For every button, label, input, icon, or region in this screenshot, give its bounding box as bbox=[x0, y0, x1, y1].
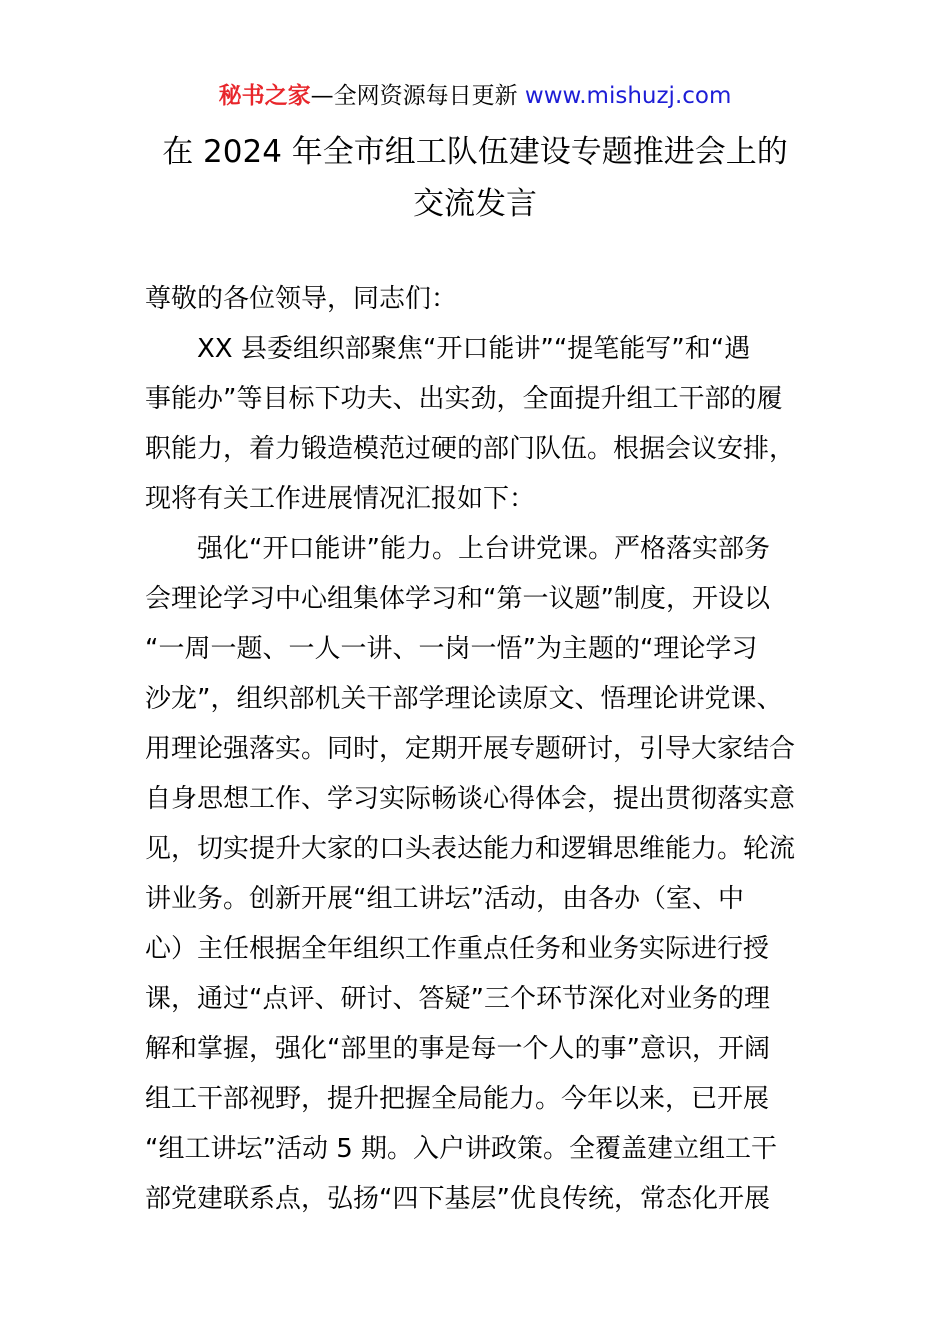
paragraph-line: XX 县委组织部聚焦“开口能讲”“提笔能写”和“遇 bbox=[197, 334, 751, 364]
title-line-2: 交流发言 bbox=[413, 186, 537, 222]
paragraph-line: 解和掌握，强化“部里的事是每一个人的事”意识，开阔 bbox=[145, 1034, 770, 1064]
paragraph-line: 用理论强落实。同时，定期开展专题研讨，引导大家结合 bbox=[145, 734, 796, 764]
title-line-1: 在 2024 年全市组工队伍建设专题推进会上的 bbox=[162, 134, 788, 170]
paragraph-line: 课，通过“点评、研讨、答疑”三个环节深化对业务的理 bbox=[145, 984, 770, 1014]
salutation: 尊敬的各位领导，同志们： bbox=[145, 284, 458, 314]
paragraph-line: 讲业务。创新开展“组工讲坛”活动，由各办（室、中 bbox=[145, 884, 744, 914]
paragraph-line: 部党建联系点，弘扬“四下基层”优良传统，常态化开展 bbox=[145, 1184, 770, 1214]
paragraph-line: 会理论学习中心组集体学习和“第一议题”制度，开设以 bbox=[145, 584, 770, 614]
paragraph-line: 见，切实提升大家的口头表达能力和逻辑思维能力。轮流 bbox=[145, 834, 796, 864]
paragraph-line: 组工干部视野，提升把握全局能力。今年以来，已开展 bbox=[145, 1084, 770, 1114]
document-body bbox=[145, 274, 805, 1224]
paragraph-line: 沙龙”，组织部机关干部学理论读原文、悟理论讲党课、 bbox=[145, 684, 783, 714]
document-title bbox=[0, 126, 950, 230]
paragraph-line: 强化“开口能讲”能力。上台讲党课。严格落实部务 bbox=[197, 534, 770, 564]
paragraph-line: “组工讲坛”活动 5 期。入户讲政策。全覆盖建立组工干 bbox=[145, 1134, 778, 1164]
paragraph-line: “一周一题、一人一讲、一岗一悟”为主题的“理论学习 bbox=[145, 634, 758, 664]
paragraph-line: 自身思想工作、学习实际畅谈心得体会，提出贯彻落实意 bbox=[145, 784, 796, 814]
paragraph-line: 现将有关工作进展情况汇报如下： bbox=[145, 484, 536, 514]
paragraph-line: 事能办”等目标下功夫、出实劲，全面提升组工干部的履 bbox=[145, 384, 783, 414]
site-url[interactable]: www.mishuzj.com bbox=[524, 83, 732, 109]
brand-name: 秘书之家 bbox=[218, 83, 311, 109]
header-tagline: —全网资源每日更新 bbox=[310, 83, 518, 109]
paragraph-line: 职能力，着力锻造模范过硬的部门队伍。根据会议安排， bbox=[145, 434, 796, 464]
paragraph-line: 心）主任根据全年组织工作重点任务和业务实际进行授 bbox=[145, 934, 770, 964]
site-header bbox=[0, 80, 950, 112]
